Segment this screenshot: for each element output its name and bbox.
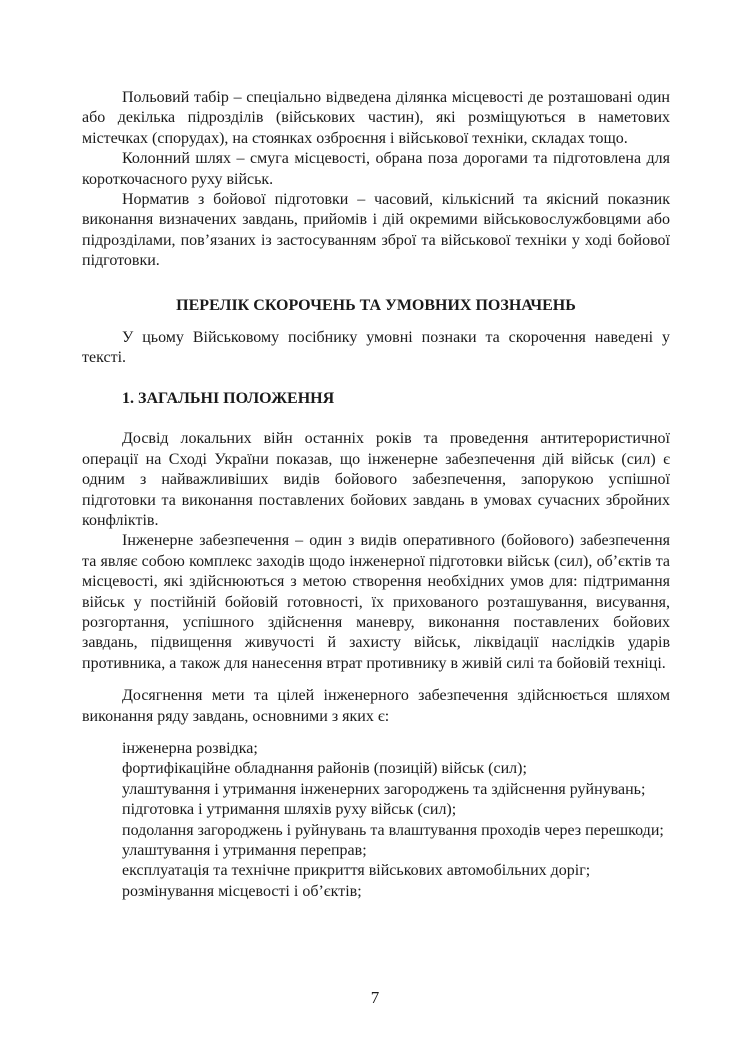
document-page — [82, 88, 670, 902]
glossary-entry-column-route: Колонний шлях – смуга місцевості, обрана поза дорогами та підготовлена для короткочасного руху військ. — [82, 150, 670, 188]
glossary-entry-training-standard: Норматив з бойової підготовки – часовий, кількісний та якісний показник виконання визначених завдань, прийомів і дій окремими військовослужбовцями або підрозділами, пов’язаних із застосуванням зброї та військової техніки у ході бойової підготовки. — [82, 191, 670, 270]
list-item: улаштування і утримання переправ; — [122, 842, 367, 859]
task-list — [82, 739, 670, 902]
page-number: 7 — [370, 988, 380, 1007]
list-item: фортифікаційне обладнання районів (позицій) військ (сил); — [122, 760, 527, 778]
abbreviations-text: У цьому Військовому посібнику умовні познаки та скорочення наведені у тексті. — [82, 329, 670, 367]
list-item: експлуатація та технічне прикриття військових автомобільних доріг; — [122, 862, 591, 880]
list-item: розмінування місцевості і об’єктів; — [122, 882, 362, 900]
section-heading: 1. ЗАГАЛЬНІ ПОЛОЖЕННЯ — [122, 389, 335, 407]
section-paragraph: Інженерне забезпечення – один з видів оперативного (бойового) забезпечення та являє собою комплекс заходів щодо інженерної підготовки військ (сил), об’єктів та місцевості, які здійснюються з метою створення необхідних умов для: підтримання військ у постійній бойовій готовності, їх прихованого розташування, висування, розгортання, успішного здійснення маневру, виконання поставлених бойових завдань, підвищення живучості й захисту військ, ліквідації наслідків ударів противника, а також для нанесення втрат противнику в живій силі та бойовій техніці. — [82, 532, 670, 672]
section-paragraph: Досягнення мети та цілей інженерного забезпечення здійснюється шляхом виконання ряду завдань, основними з яких є: — [82, 687, 670, 725]
list-item: підготовка і утримання шляхів руху військ (сил); — [122, 801, 457, 819]
list-item: подолання загороджень і руйнувань та влаштування проходів через перешкоди; — [122, 821, 664, 839]
section-paragraph: Досвід локальних війн останніх років та проведення антитерористичної операції на Сході України показав, що інженерне забезпечення дій військ (сил) є одним з найважливіших видів бойового забезпечення, запорукою успішної підготовки та виконання поставлених бойових завдань в умовах сучасних збройних конфліктів. — [82, 430, 670, 529]
glossary-entry-field-camp: Польовий табір – спеціально відведена ділянка місцевості де розташовані один або декілька підрозділів (військових частин), які розміщуються в наметових містечках (спорудах), на стоянках озброєння і військової техніки, складах тощо. — [82, 89, 670, 147]
abbreviations-heading: ПЕРЕЛІК СКОРОЧЕНЬ ТА УМОВНИХ ПОЗНАЧЕНЬ — [176, 296, 576, 314]
glossary-block — [82, 88, 670, 272]
list-item: інженерна розвідка; — [122, 739, 258, 757]
list-item: улаштування і утримання інженерних загороджень та здійснення руйнувань; — [122, 780, 646, 798]
